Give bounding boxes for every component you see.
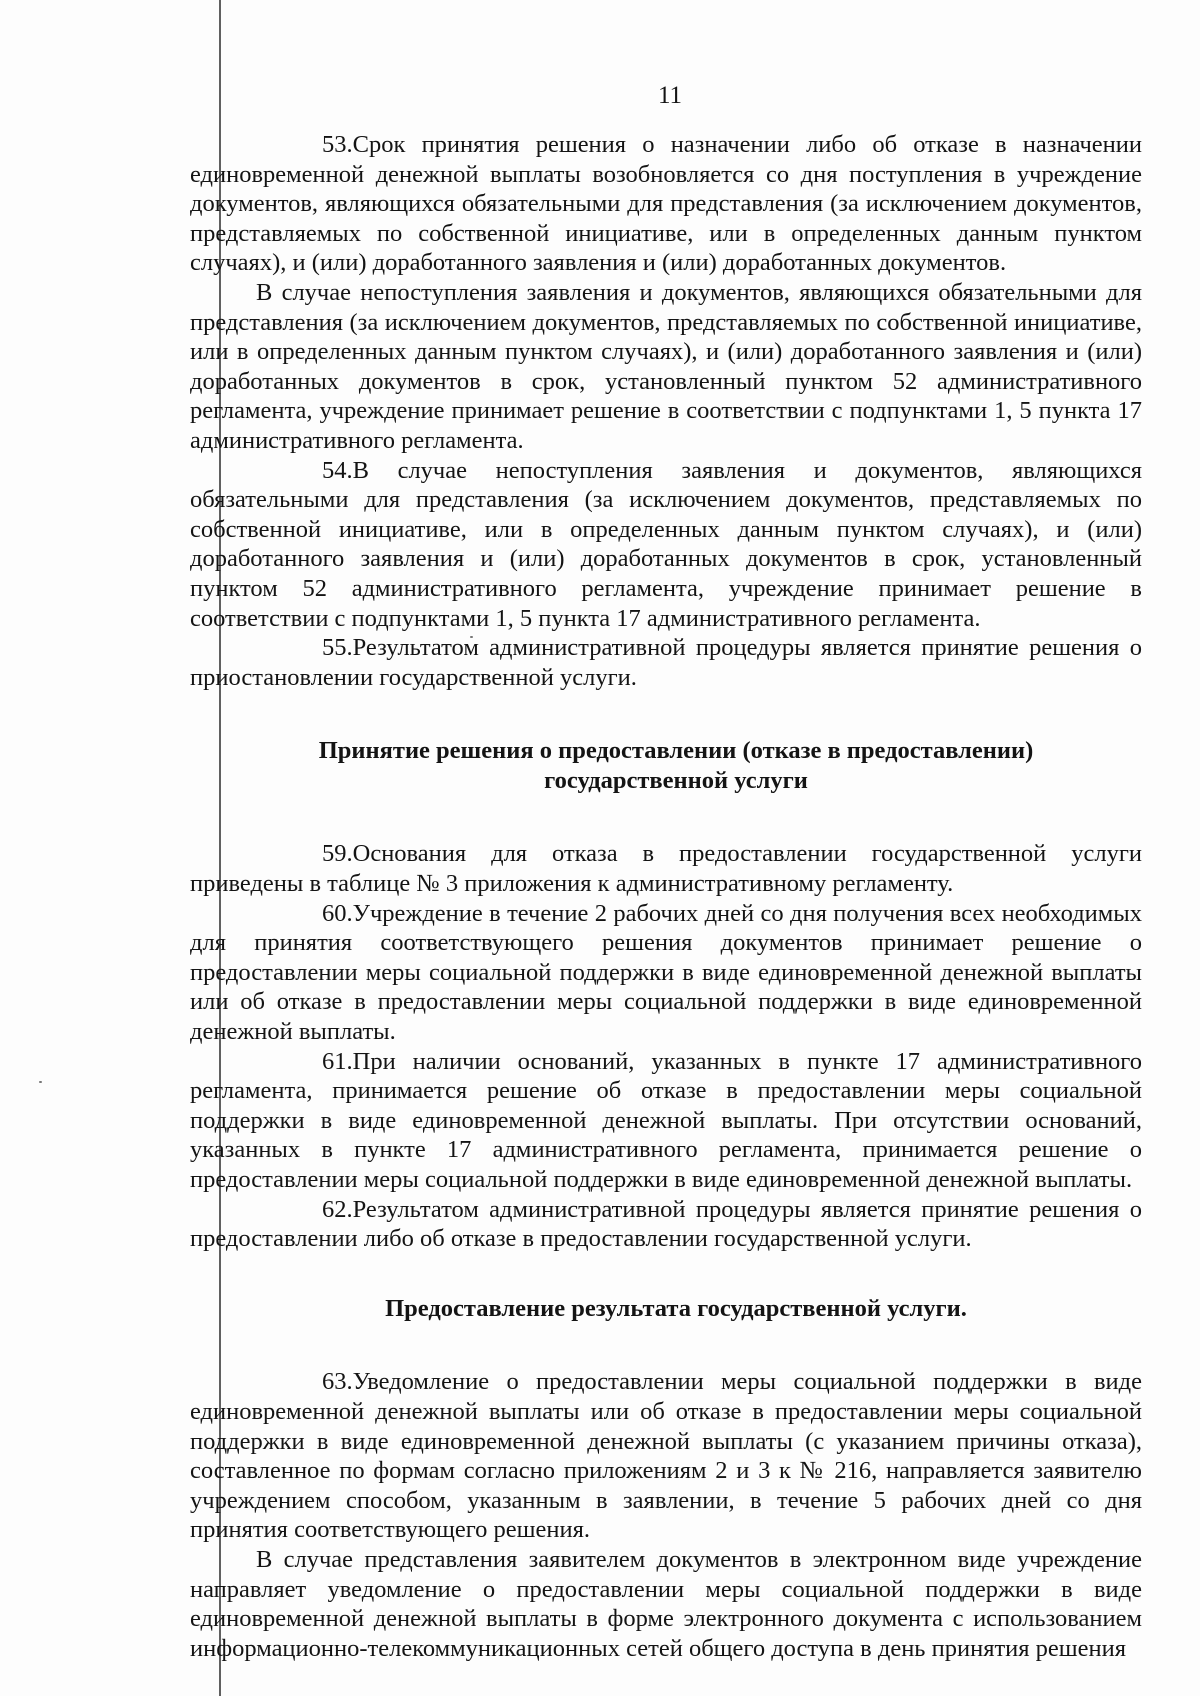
paragraph-number: 61. [322, 1047, 353, 1075]
paragraph-63-continued [190, 1545, 1142, 1663]
paragraph-55 [190, 633, 1142, 692]
section-heading-decision [190, 736, 1142, 795]
paragraph-60 [190, 899, 1142, 1047]
paragraph-number: 53. [322, 131, 353, 158]
paragraph-53-continued [190, 278, 1142, 456]
paragraph-number: 55. [322, 634, 353, 662]
document-body [190, 130, 1142, 1663]
section-heading-result: Предоставление результата государственной услуги. [385, 1294, 967, 1322]
paragraph-text: Результатом административной процедуры является принятие решения о приостановлении государственной услуги. [190, 634, 1142, 691]
paragraph-text: Результатом административной процедуры является принятие решения о предоставлении либо об отказе в предоставлении государственной услуги. [190, 1195, 1142, 1253]
section-bottom [190, 1367, 1142, 1663]
section-middle [190, 839, 1142, 1253]
paragraph-text: При наличии оснований, указанных в пункте 17 административного регламента, принимается решение об отказе в предоставлении меры социальной поддержки в виде единовременной денежной выплаты. При отсутствии оснований, указанных в пункте 17 административного регламента, принимается решение о предоставлении меры социальной поддержки в виде единовременной денежной выплаты. [190, 1047, 1142, 1193]
page-number: 11 [657, 82, 683, 109]
paragraph-text: В случае непоступления заявления и документов, являющихся обязательными для представления (за исключением документов, представляемых по собственной инициативе, или в определенных данным пунктом случаях), и (или) доработанного заявления и (или) доработанных документов в срок, установленный пунктом 52 административного регламента, учреждение принимает решение в соответствии с подпунктами 1, 5 пункта 17 административного регламента. [190, 278, 1142, 454]
paragraph-59 [190, 839, 1142, 898]
paragraph-62 [190, 1195, 1142, 1254]
heading-line: Принятие решения о предоставлении (отказе в предоставлении) [318, 737, 1034, 765]
paragraph-number: 60. [322, 899, 353, 927]
paragraph-text: В случае непоступления заявления и документов, являющихся обязательными для представления (за исключением документов, представляемых по собственной инициативе, или в определенных данным пунктом случаях), и (или) доработанного заявления и (или) доработанных документов в срок, установленный пунктом 52 административного регламента, учреждение принимает решение в соответствии с подпунктами 1, 5 пункта 17 административного регламента. [190, 456, 1142, 632]
paragraph-number: 59. [322, 840, 353, 868]
paragraph-number: 62. [322, 1195, 353, 1223]
paragraph-text: Учреждение в течение 2 рабочих дней со дня получения всех необходимых для принятия соответствующего решения документов принимает решение о предоставлении меры социальной поддержки в виде единовременной денежной выплаты или об отказе в предоставлении меры социальной поддержки в виде единовременной денежной выплаты. [190, 899, 1142, 1046]
paragraph-text: В случае представления заявителем документов в электронном виде учреждение направляет уведомление о предоставлении меры социальной поддержки в виде единовременной денежной выплаты в форме электронного документа с использованием информационно-телекоммуникационных сетей общего доступа в день принятия решения [190, 1545, 1142, 1662]
paragraph-text: Основания для отказа в предоставлении государственной услуги приведены в таблице № 3 приложения к административному регламенту. [190, 840, 1142, 898]
paragraph-text: Уведомление о предоставлении меры социальной поддержки в виде единовременной денежной выплаты или об отказе в предоставлении меры социальной поддержки в виде единовременной денежной выплаты (с указанием причины отказа), составленное по формам согласно приложениям 2 и 3 к № 216, направляется заявителю учреждением способом, указанным в заявлении, в течение 5 рабочих дней со дня принятия соответствующего решения. [190, 1368, 1142, 1544]
paragraph-61 [190, 1047, 1142, 1195]
section-top [190, 130, 1142, 692]
paragraph-53 [190, 130, 1142, 278]
scan-speck [39, 1081, 42, 1083]
paragraph-number: 63. [322, 1368, 353, 1396]
paragraph-text: Срок принятия решения о назначении либо об отказе в назначении единовременной денежной выплаты возобновляется со дня поступления в учреждение документов, являющихся обязательными для представления (за исключением документов, представляемых по собственной инициативе, или в определенных данным пунктом случаях), и (или) доработанного заявления и (или) доработанных документов. [190, 131, 1142, 277]
paragraph-number: 54. [322, 456, 353, 484]
heading-line: государственной услуги [544, 766, 808, 794]
paragraph-54 [190, 456, 1142, 634]
paragraph-63 [190, 1367, 1142, 1545]
